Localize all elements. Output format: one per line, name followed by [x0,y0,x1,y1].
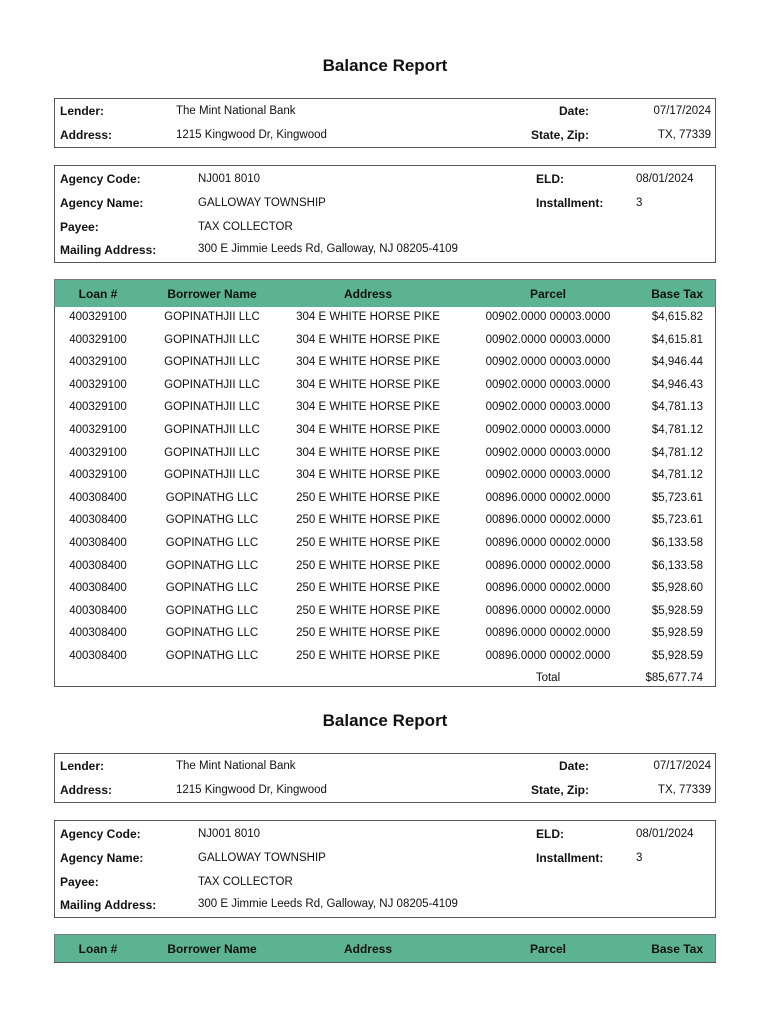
payee-label: Payee: [60,220,99,234]
base-tax-cell: $4,781.12 [651,424,703,436]
borrower-name-cell: GOPINATHJII LLC [164,446,260,459]
table-row [55,330,715,352]
borrower-name-cell: GOPINATHG LLC [165,537,259,549]
parcel-cell: 00896.0000 00002.0000 [485,491,611,504]
table-row [55,510,715,532]
date-label: Date: [558,759,589,773]
date-value: 07/17/2024 [653,105,711,117]
parcel-cell: 00902.0000 00003.0000 [485,311,611,323]
base-tax-cell: $5,723.61 [651,514,703,527]
address-cell: 304 E WHITE HORSE PIKE [296,333,440,346]
parcel-cell: 00896.0000 00002.0000 [485,559,611,572]
table-row [55,352,715,374]
base-tax-cell: $4,615.82 [651,311,703,323]
address-cell: 250 E WHITE HORSE PIKE [296,650,440,662]
lender-info-box [54,98,716,148]
borrower-name-cell: GOPINATHG LLC [165,604,259,617]
base-tax-cell: $5,928.59 [651,627,703,640]
address-cell: 304 E WHITE HORSE PIKE [296,469,440,482]
agency-name-label: Agency Name: [60,196,144,210]
loan-number-cell: 400308400 [69,582,127,595]
address-label: Address: [60,783,113,797]
parcel-cell: 00896.0000 00002.0000 [485,514,611,527]
column-header-borrower: Borrower Name [167,287,257,301]
borrower-name-cell: GOPINATHG LLC [165,627,259,640]
loan-number-cell: 400329100 [69,378,127,391]
mailing-address-value: 300 E Jimmie Leeds Rd, Galloway, NJ 08205-4109 [198,243,458,255]
parcel-cell: 00902.0000 00003.0000 [485,356,611,369]
borrower-name-cell: GOPINATHJII LLC [164,378,260,391]
column-header-loan: Loan # [78,942,118,956]
table-row [55,420,715,442]
address-cell: 304 E WHITE HORSE PIKE [296,311,440,323]
base-tax-cell: $5,928.59 [651,604,703,617]
column-header-base-tax: Base Tax [651,942,703,956]
table-row [55,601,715,623]
base-tax-cell: $4,781.12 [651,446,703,459]
loan-number-cell: 400329100 [69,311,127,323]
installment-label: Installment: [536,851,604,865]
total-label: Total [535,672,561,684]
column-header-parcel: Parcel [529,287,567,301]
parcel-cell: 00902.0000 00003.0000 [485,401,611,414]
table-row [55,488,715,510]
parcel-cell: 00896.0000 00002.0000 [485,582,611,595]
loan-number-cell: 400308400 [69,537,127,549]
base-tax-cell: $4,946.43 [651,378,703,391]
base-tax-cell: $5,928.59 [651,650,703,662]
borrower-name-cell: GOPINATHJII LLC [164,333,260,346]
payee-value: TAX COLLECTOR [198,221,293,233]
state-zip-label: State, Zip: [530,783,589,797]
borrower-name-cell: GOPINATHJII LLC [164,469,260,482]
address-cell: 304 E WHITE HORSE PIKE [296,401,440,414]
address-cell: 304 E WHITE HORSE PIKE [296,424,440,436]
loan-number-cell: 400329100 [69,333,127,346]
parcel-cell: 00902.0000 00003.0000 [485,378,611,391]
table-row [55,443,715,465]
lender-label: Lender: [60,104,105,118]
address-cell: 250 E WHITE HORSE PIKE [296,491,440,504]
borrower-name-cell: GOPINATHG LLC [165,491,259,504]
address-cell: 250 E WHITE HORSE PIKE [296,627,440,640]
mailing-address-label: Mailing Address: [60,898,157,912]
borrower-name-cell: GOPINATHJII LLC [164,401,260,414]
loan-number-cell: 400329100 [69,356,127,369]
agency-code-value: NJ001 8010 [198,828,261,840]
parcel-cell: 00902.0000 00003.0000 [485,469,611,482]
address-cell: 250 E WHITE HORSE PIKE [296,514,440,527]
report-title: Balance Report [322,711,448,730]
column-header-borrower: Borrower Name [167,942,257,956]
base-tax-cell: $5,928.60 [651,582,703,595]
report-title: Balance Report [322,56,448,75]
agency-name-value: GALLOWAY TOWNSHIP [198,197,326,209]
loan-number-cell: 400308400 [69,514,127,527]
address-value: 1215 Kingwood Dr, Kingwood [176,129,327,141]
column-header-loan: Loan # [78,287,118,301]
total-row [55,668,715,690]
mailing-address-value: 300 E Jimmie Leeds Rd, Galloway, NJ 08205-4109 [198,898,458,910]
agency-info-box [54,820,716,918]
table-row [55,578,715,600]
address-cell: 250 E WHITE HORSE PIKE [296,559,440,572]
table-row [55,556,715,578]
address-cell: 250 E WHITE HORSE PIKE [296,537,440,549]
installment-value: 3 [636,852,643,864]
table-header [54,279,716,307]
loan-number-cell: 400329100 [69,401,127,414]
eld-label: ELD: [536,172,564,186]
address-cell: 304 E WHITE HORSE PIKE [296,356,440,369]
state-zip-label: State, Zip: [530,128,589,142]
header-bottom-rule [54,962,716,963]
date-label: Date: [558,104,589,118]
borrower-name-cell: GOPINATHG LLC [165,514,259,527]
column-header-base-tax: Base Tax [651,287,703,301]
base-tax-cell: $4,615.81 [651,333,703,346]
base-tax-cell: $5,723.61 [651,491,703,504]
column-header-address: Address [343,287,393,301]
lender-label: Lender: [60,759,105,773]
table-row [55,623,715,645]
table-row [55,375,715,397]
borrower-name-cell: GOPINATHG LLC [165,582,259,595]
loan-number-cell: 400329100 [69,446,127,459]
payee-value: TAX COLLECTOR [198,876,293,888]
parcel-cell: 00896.0000 00002.0000 [485,537,611,549]
state-zip-value: TX, 77339 [657,129,711,141]
agency-code-label: Agency Code: [60,172,141,186]
parcel-cell: 00902.0000 00003.0000 [485,446,611,459]
loan-number-cell: 400308400 [69,627,127,640]
date-value: 07/17/2024 [653,760,711,772]
agency-info-box [54,165,716,263]
lender-info-box [54,753,716,803]
loan-table-body [54,307,716,687]
table-row [55,646,715,668]
borrower-name-cell: GOPINATHG LLC [165,650,259,662]
borrower-name-cell: GOPINATHJII LLC [164,424,260,436]
address-cell: 304 E WHITE HORSE PIKE [296,446,440,459]
base-tax-cell: $4,946.44 [651,356,703,369]
payee-label: Payee: [60,875,99,889]
agency-code-label: Agency Code: [60,827,141,841]
base-tax-cell: $4,781.12 [651,469,703,482]
table-row [55,397,715,419]
address-cell: 250 E WHITE HORSE PIKE [296,582,440,595]
address-cell: 250 E WHITE HORSE PIKE [296,604,440,617]
address-value: 1215 Kingwood Dr, Kingwood [176,784,327,796]
parcel-cell: 00902.0000 00003.0000 [485,333,611,346]
agency-name-value: GALLOWAY TOWNSHIP [198,852,326,864]
address-cell: 304 E WHITE HORSE PIKE [296,378,440,391]
parcel-cell: 00896.0000 00002.0000 [485,627,611,640]
lender-value: The Mint National Bank [176,760,296,772]
borrower-name-cell: GOPINATHG LLC [165,559,259,572]
loan-number-cell: 400308400 [69,491,127,504]
agency-name-label: Agency Name: [60,851,144,865]
loan-number-cell: 400329100 [69,469,127,482]
loan-number-cell: 400308400 [69,604,127,617]
column-header-address: Address [343,942,393,956]
loan-number-cell: 400308400 [69,559,127,572]
borrower-name-cell: GOPINATHJII LLC [164,356,260,369]
loan-number-cell: 400329100 [69,424,127,436]
installment-value: 3 [636,197,643,209]
eld-value: 08/01/2024 [636,828,694,840]
base-tax-cell: $6,133.58 [651,559,703,572]
parcel-cell: 00902.0000 00003.0000 [485,424,611,436]
table-header [54,934,716,962]
eld-value: 08/01/2024 [636,173,694,185]
address-label: Address: [60,128,113,142]
loan-number-cell: 400308400 [69,650,127,662]
base-tax-cell: $6,133.58 [651,537,703,549]
installment-label: Installment: [536,196,604,210]
parcel-cell: 00896.0000 00002.0000 [485,604,611,617]
table-row [55,533,715,555]
agency-code-value: NJ001 8010 [198,173,261,185]
total-value: $85,677.74 [645,672,703,684]
eld-label: ELD: [536,827,564,841]
borrower-name-cell: GOPINATHJII LLC [164,311,260,323]
lender-value: The Mint National Bank [176,105,296,117]
table-row [55,307,715,329]
parcel-cell: 00896.0000 00002.0000 [485,650,611,662]
mailing-address-label: Mailing Address: [60,243,157,257]
state-zip-value: TX, 77339 [657,784,711,796]
base-tax-cell: $4,781.13 [651,401,703,414]
table-row [55,465,715,487]
column-header-parcel: Parcel [529,942,567,956]
